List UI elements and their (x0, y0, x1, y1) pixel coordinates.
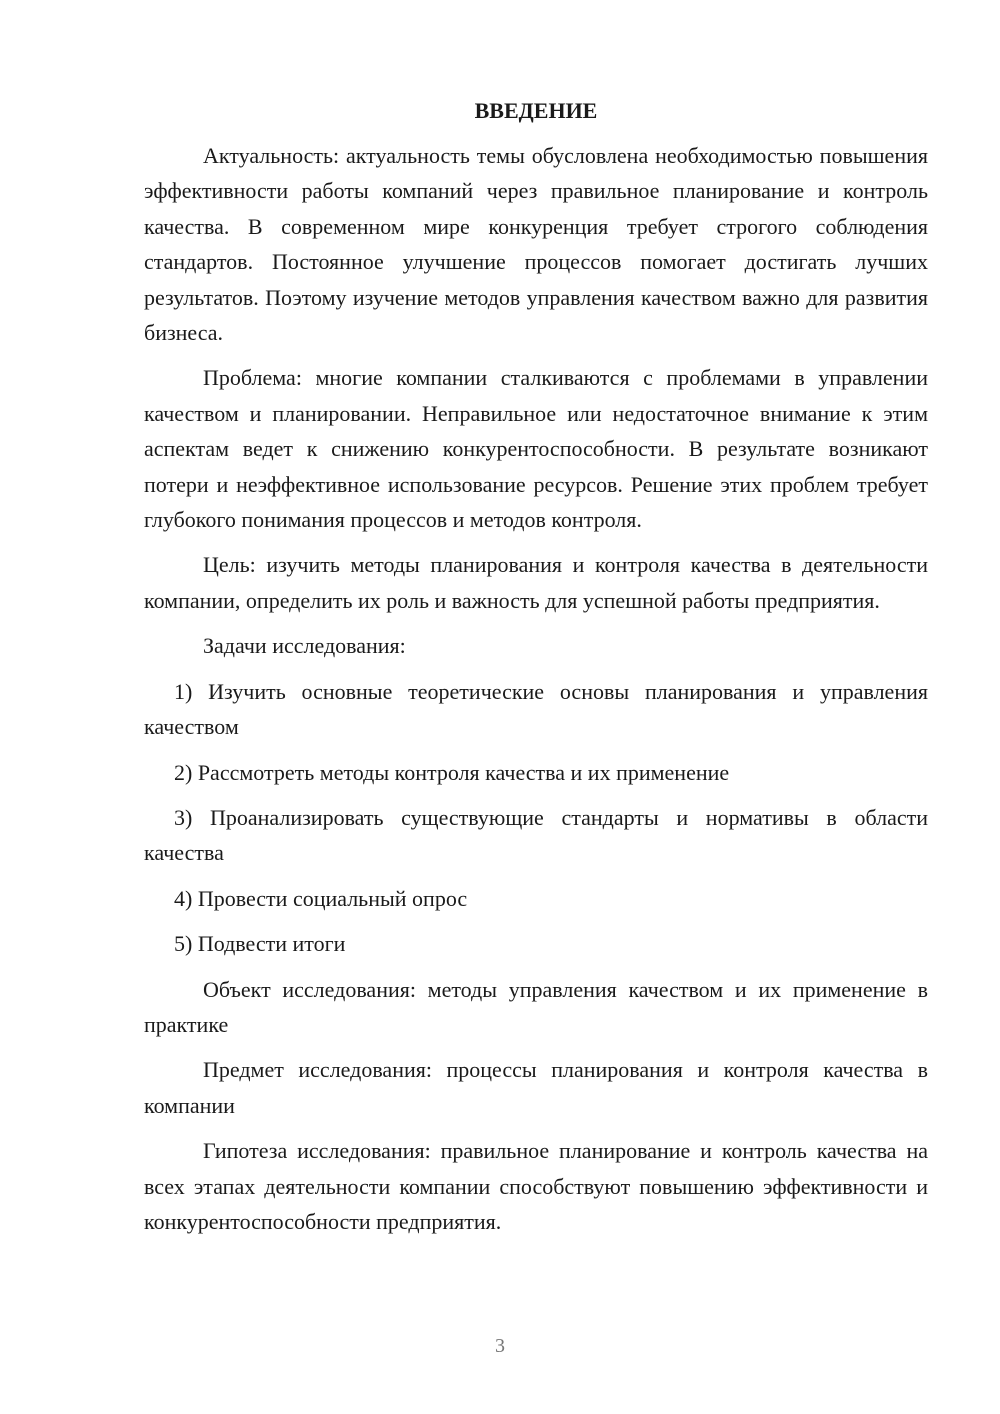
goal-paragraph: Цель: изучить методы планирования и контроля качества в деятельности компании, определить их роль и важность для успешной работы предприятия. (144, 552, 928, 613)
page-number: 3 (495, 1335, 505, 1357)
task-item-2: 2) Рассмотреть методы контроля качества и их применение (174, 759, 730, 785)
task-item-5: 5) Подвести итоги (174, 931, 346, 957)
section-heading: ВВЕДЕНИЕ (474, 98, 598, 123)
tasks-intro: Задачи исследования: (203, 633, 406, 659)
problem-paragraph: Проблема: многие компании сталкиваются с проблемами в управлении качеством и планировании. Неправильное или недостаточное внимание к этим аспектам ведет к снижению конкурентоспособности. В результате возникают потери и неэффективное использование ресурсов. Решение этих проблем требует глубокого понимания процессов и методов контроля. (144, 365, 928, 533)
task-item-1: 1) Изучить основные теоретические основы планирования и управления качеством (144, 678, 928, 740)
relevance-paragraph: Актуальность: актуальность темы обусловлена необходимостью повышения эффективности работы компаний через правильное планирование и контроль качества. В современном мире конкуренция требует строгого соблюдения стандартов. Постоянное улучшение процессов помогает достигать лучших результатов. Поэтому изучение методов управления качеством важно для развития бизнеса. (144, 143, 928, 346)
object-paragraph: Объект исследования: методы управления качеством и их применение в практике (144, 976, 928, 1037)
task-item-3: 3) Проанализировать существующие стандарты и нормативы в области качества (144, 804, 928, 866)
task-item-4: 4) Провести социальный опрос (174, 885, 468, 911)
page-content (144, 96, 928, 1249)
subject-paragraph: Предмет исследования: процессы планирования и контроля качества в компании (144, 1057, 928, 1118)
hypothesis-paragraph: Гипотеза исследования: правильное планирование и контроль качества на всех этапах деятельности компании способствуют повышению эффективности и конкурентоспособности предприятия. (144, 1138, 928, 1234)
